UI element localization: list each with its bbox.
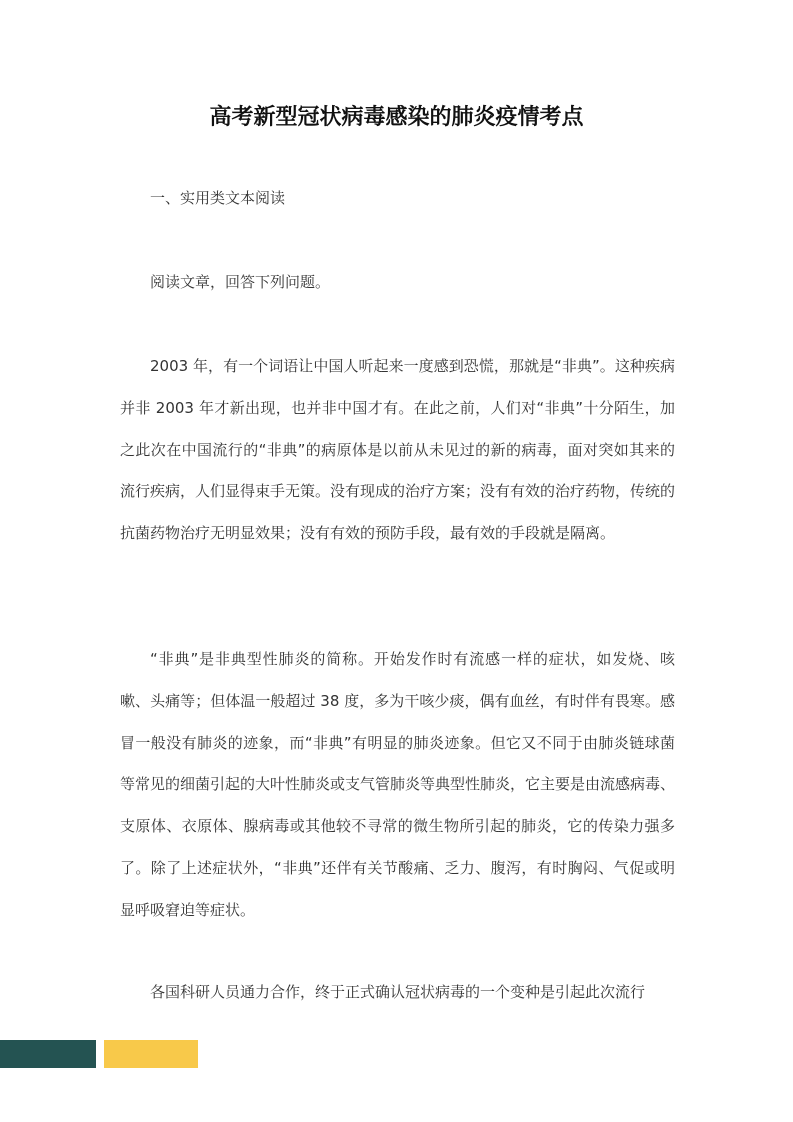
document-title: 高考新型冠状病毒感染的肺炎疫情考点 [209, 105, 584, 130]
paragraph-3: 各国科研人员通力合作，终于正式确认冠状病毒的一个变种是引起此次流行 [150, 983, 646, 1001]
paragraph-2: “非典”是非典型性肺炎的简称。开始发作时有流感一样的症状，如发烧、咳嗽、头痛等；但体温一般超过 38 度，多为干咳少痰，偶有血丝，有时伴有畏寒。感冒一般没有肺炎的迹象，而“非典”有明显的肺炎迹象。但它又不同于由肺炎链球菌等常见的细菌引起的大叶性肺炎或支气管肺炎等典型性肺炎，它主要是由流感病毒、支原体、衣原体、腺病毒或其他较不寻常的微生物所引起的肺炎，它的传染力强多了。除了上述症状外，“非典”还伴有关节酸痛、乏力、腹泻，有时胸闷、气促或明显呼吸窘迫等症状。 [120, 650, 676, 919]
section-heading: 一、实用类文本阅读 [150, 189, 286, 207]
footer-bar-dark [0, 1040, 96, 1068]
paragraph-1: 2003 年，有一个词语让中国人听起来一度感到恐慌，那就是“非典”。这种疾病并非 2003 年才新出现，也并非中国才有。在此之前，人们对“非典”十分陌生，加之此次在中国流行的“非典”的病原体是以前从未见过的新的病毒，面对突如其来的流行疾病，人们显得束手无策。没有现成的治疗方案；没有有效的治疗药物，传统的抗菌药物治疗无明显效果；没有有效的预防手段，最有效的手段就是隔离。 [120, 357, 676, 543]
footer-bar-yellow [104, 1040, 198, 1068]
instruction-text: 阅读文章，回答下列问题。 [150, 273, 331, 291]
